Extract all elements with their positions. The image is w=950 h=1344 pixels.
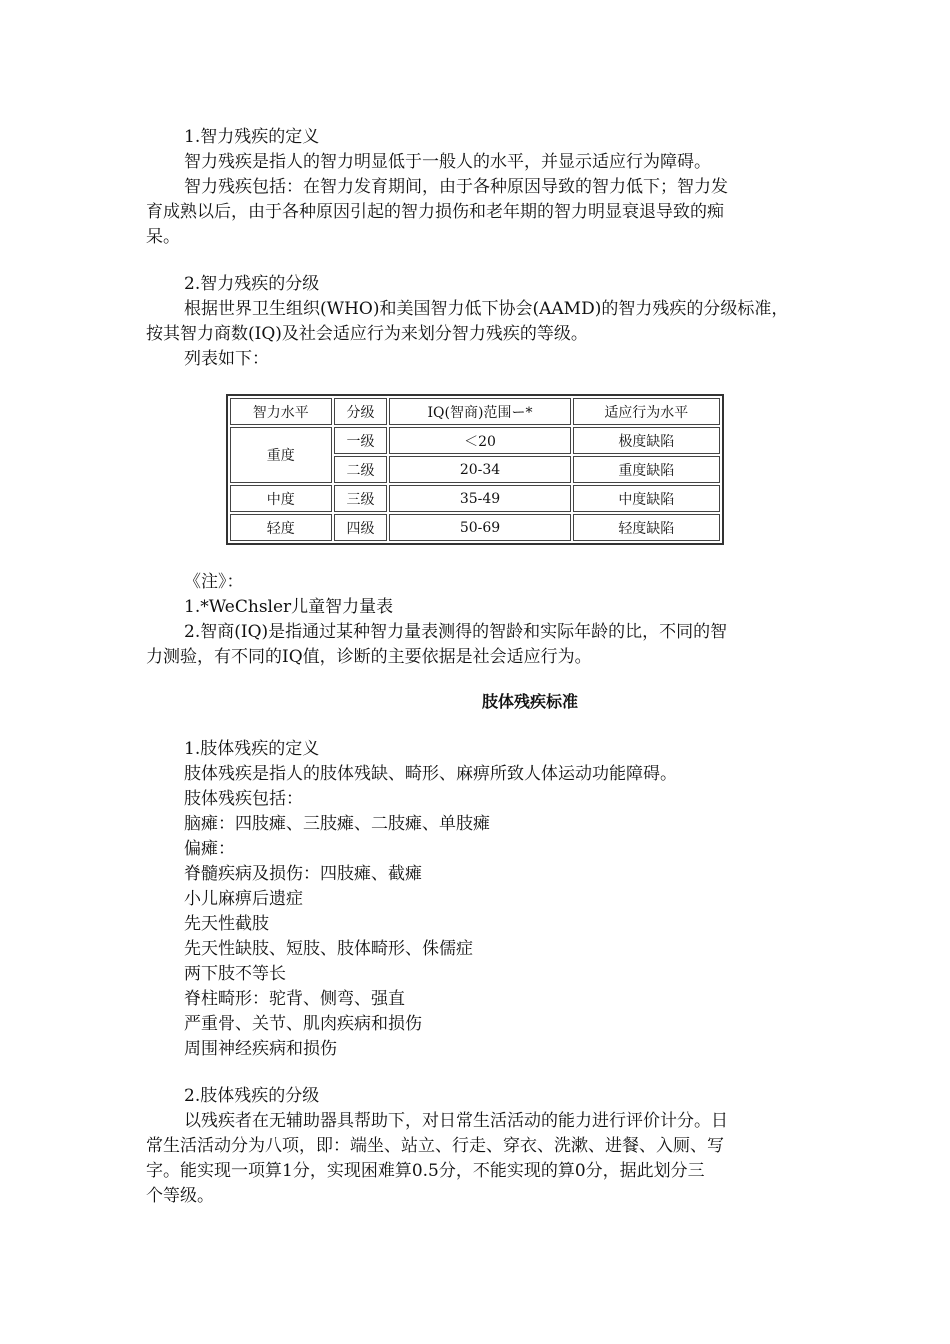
physical-grading-line-4: 个等级。 <box>146 1186 214 1206</box>
list-item: 脑瘫：四肢瘫、三肢瘫、二肢瘫、单肢瘫 <box>184 814 490 834</box>
grade-cell: 一级 <box>334 427 388 454</box>
physical-section-heading: 肢体残疾标准 <box>481 692 578 711</box>
iq-cell: 50-69 <box>389 514 570 541</box>
iq-grading-table <box>226 394 724 545</box>
note-1: 1.*WeChsler儿童智力量表 <box>184 597 394 617</box>
list-item: 先天性缺肢、短肢、肢体畸形、侏儒症 <box>184 939 473 959</box>
adaptive-cell: 极度缺陷 <box>573 427 720 454</box>
intellectual-grading-title: 2.智力残疾的分级 <box>184 274 320 294</box>
intellectual-grading-line-1: 根据世界卫生组织(WHO)和美国智力低下协会(AAMD)的智力残疾的分级标准， <box>184 299 789 319</box>
level-cell: 中度 <box>230 485 332 512</box>
list-item: 周围神经疾病和损伤 <box>184 1039 337 1059</box>
header-adaptive-behavior: 适应行为水平 <box>573 398 720 425</box>
table-row <box>230 427 720 454</box>
table-header-row <box>230 398 720 425</box>
grade-cell: 四级 <box>334 514 388 541</box>
table-intro: 列表如下： <box>184 349 269 369</box>
physical-grading-line-3: 字。能实现一项算1分，实现困难算0.5分，不能实现的算0分，据此划分三 <box>146 1161 705 1181</box>
grade-cell: 二级 <box>334 456 388 483</box>
adaptive-cell: 轻度缺陷 <box>573 514 720 541</box>
list-item: 严重骨、关节、肌肉疾病和损伤 <box>184 1014 422 1034</box>
notes-title: 《注》： <box>184 572 244 592</box>
header-intelligence-level: 智力水平 <box>230 398 332 425</box>
list-item: 小儿麻痹后遗症 <box>184 889 303 909</box>
level-cell: 重度 <box>230 427 332 483</box>
adaptive-cell: 重度缺陷 <box>573 456 720 483</box>
list-item: 两下肢不等长 <box>184 964 286 984</box>
list-item: 脊柱畸形：驼背、侧弯、强直 <box>184 989 405 1009</box>
note-2-line-1: 2.智商(IQ)是指通过某种智力量表测得的智龄和实际年龄的比，不同的智 <box>184 622 728 642</box>
note-2-line-2: 力测验，有不同的IQ值，诊断的主要依据是社会适应行为。 <box>146 647 592 667</box>
iq-cell: ＜20 <box>389 427 570 454</box>
list-item: 脊髓疾病及损伤：四肢瘫、截瘫 <box>184 864 422 884</box>
table-row <box>230 514 720 541</box>
iq-cell: 20-34 <box>389 456 570 483</box>
grade-cell: 三级 <box>334 485 388 512</box>
physical-grading-line-2: 常生活活动分为八项，即：端坐、站立、行走、穿衣、洗漱、进餐、入厕、写 <box>146 1136 724 1156</box>
intellectual-definition-title: 1.智力残疾的定义 <box>184 127 320 147</box>
table-row <box>230 485 720 512</box>
physical-definition-title: 1.肢体残疾的定义 <box>184 739 320 759</box>
intellectual-definition-paragraph: 智力残疾是指人的智力明显低于一般人的水平，并显示适应行为障碍。 <box>184 152 711 172</box>
intellectual-includes-line-2: 育成熟以后，由于各种原因引起的智力损伤和老年期的智力明显衰退导致的痴 <box>146 202 724 222</box>
physical-includes-title: 肢体残疾包括： <box>184 789 303 809</box>
intellectual-includes-line-3: 呆。 <box>146 227 180 247</box>
physical-grading-line-1: 以残疾者在无辅助器具帮助下，对日常生活活动的能力进行评价计分。日 <box>184 1111 728 1131</box>
list-item: 偏瘫： <box>184 839 235 859</box>
header-grade: 分级 <box>334 398 388 425</box>
header-iq-range: IQ(智商)范围ー* <box>389 398 570 425</box>
list-item: 先天性截肢 <box>184 914 269 934</box>
intellectual-grading-line-2: 按其智力商数(IQ)及社会适应行为来划分智力残疾的等级。 <box>146 324 588 344</box>
iq-cell: 35-49 <box>389 485 570 512</box>
physical-grading-title: 2.肢体残疾的分级 <box>184 1086 320 1106</box>
level-cell: 轻度 <box>230 514 332 541</box>
intellectual-includes-line-1: 智力残疾包括：在智力发育期间，由于各种原因导致的智力低下；智力发 <box>184 177 728 197</box>
adaptive-cell: 中度缺陷 <box>573 485 720 512</box>
physical-definition-paragraph: 肢体残疾是指人的肢体残缺、畸形、麻痹所致人体运动功能障碍。 <box>184 764 677 784</box>
